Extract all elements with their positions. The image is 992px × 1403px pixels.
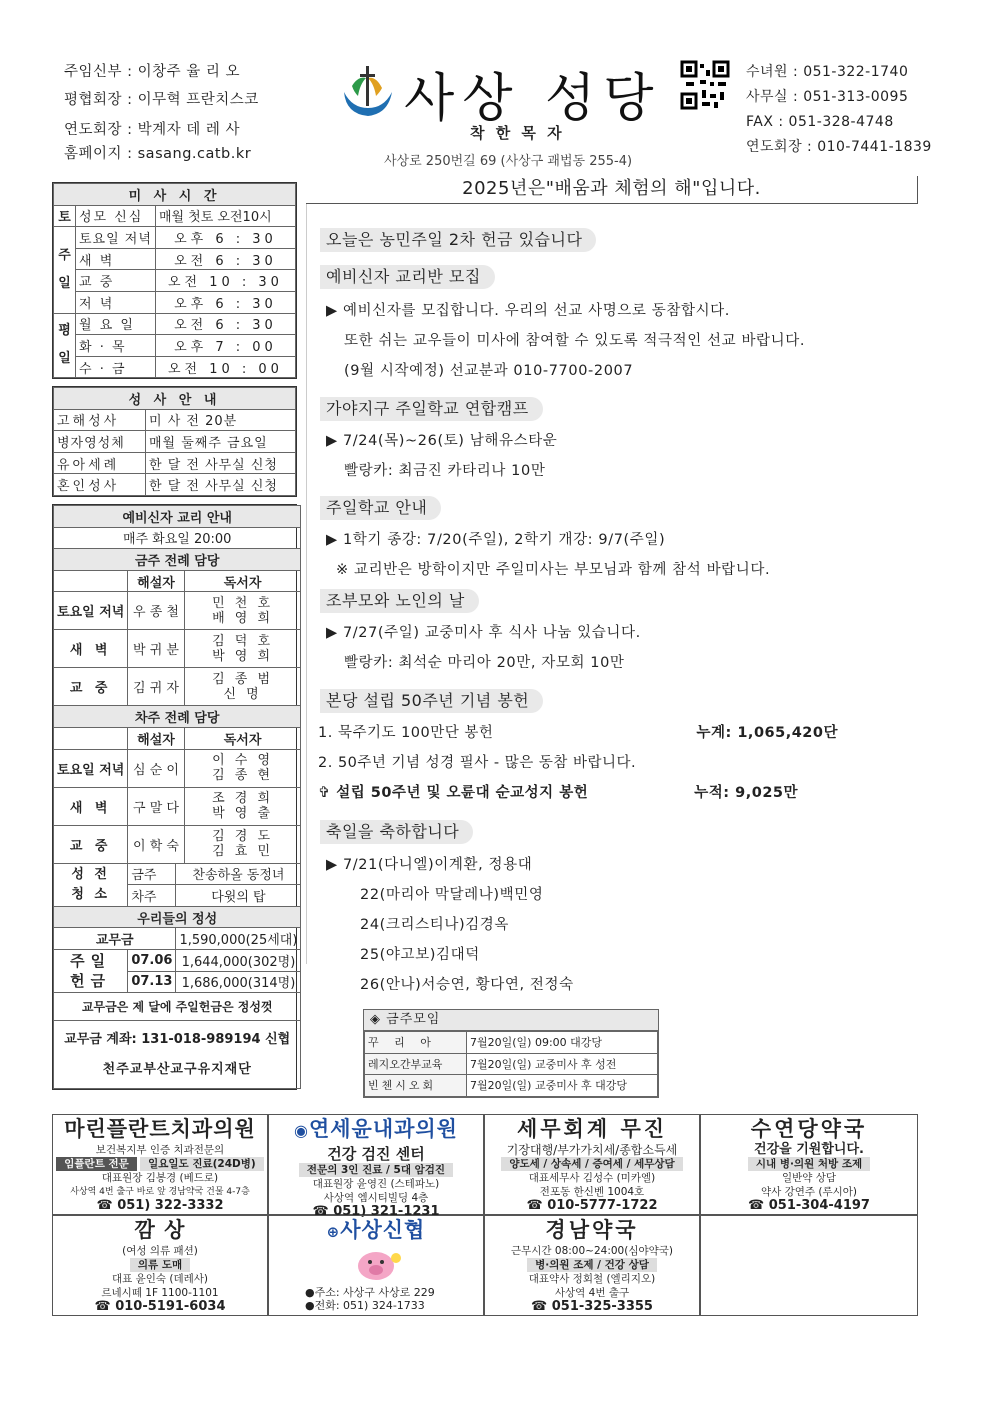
ad-pharmacy1 <box>700 1114 918 1215</box>
sunday-mass-time: 오후 6 : 30 <box>155 227 295 249</box>
offering-amount: 1,644,000(302명) <box>176 949 301 971</box>
service-name: 교 중 <box>54 668 128 706</box>
weekday-mass-name: 수 · 금 <box>76 356 156 378</box>
reader-header: 독서자 <box>184 570 301 592</box>
homepage-line[interactable]: 홈페이지 : sasang.catb.kr <box>64 146 252 162</box>
anniv-rosary-total: 누계: 1,065,420단 <box>696 725 838 741</box>
ad-phone: ☎ 051) 322-3332 <box>96 1198 224 1213</box>
sacrament-name: 혼인성사 <box>54 474 146 496</box>
anniv-rosary: 1. 묵주기도 100만단 봉헌 <box>318 725 494 741</box>
fax-number: FAX : 051-328-4748 <box>746 114 894 130</box>
parish-address: 사상로 250번길 69 (사상구 괘법동 255-4) <box>384 154 633 169</box>
ad-title: 수연당약국 <box>750 1117 868 1141</box>
feast-item: ▶ 7/21(다니엘)이계환, 정용대 <box>326 857 533 873</box>
ad-tag: 양도세 / 상속세 / 증여세 / 세무상담 <box>501 1157 682 1171</box>
notice-line: 또한 쉬는 교우들이 미사에 참여할 수 있도록 적극적인 선교 바랍니다. <box>344 333 806 349</box>
dues-amount: 1,590,000(25세대) <box>176 928 301 950</box>
sunday-mass-time: 오전 10 : 30 <box>155 270 295 292</box>
ad-line: 대표약사 정회철 (엘리지오) <box>528 1273 656 1285</box>
reader-name: 박 영 출 <box>212 806 274 822</box>
notice-line: (9월 시작예정) 선교분과 010-7700-2007 <box>344 363 634 379</box>
next-week-title: 차주 전례 담당 <box>54 706 301 728</box>
commentator-name: 이 학 숙 <box>128 825 184 863</box>
ad-line: 대표세무사 김성수 (미카엘) <box>528 1172 656 1184</box>
ad-line: 전포동 한신벤 1004호 <box>539 1186 645 1198</box>
ad-line: 기장대행/부가가치세/종합소득세 <box>506 1143 678 1157</box>
choir-group: 찬송하올 동정녀 <box>176 863 301 885</box>
commentator-name: 심 순 이 <box>128 749 184 787</box>
ad-phone: ☎ 010-5777-1722 <box>526 1198 658 1213</box>
service-name: 토요일 저녁 <box>54 749 128 787</box>
notice-line: ▶ 7/27(주일) 교중미사 후 식사 나눔 있습니다. <box>326 625 641 641</box>
ad-line: 사상역 4번 출구 바로 앞 경남약국 건물 4-7층 <box>70 1187 250 1197</box>
notice-body <box>326 618 641 678</box>
service-name: 새 벽 <box>54 630 128 668</box>
notice-title: 가야지구 주일학교 연합캠프 <box>320 397 543 421</box>
reader-name: 김 효 민 <box>212 844 274 860</box>
choir-week: 금주 <box>128 863 176 885</box>
qr-code-icon[interactable] <box>680 60 730 110</box>
feast-item: 24(크리스티나)김경옥 <box>360 917 510 933</box>
service-name: 새 벽 <box>54 787 128 825</box>
commentator-name: 박 귀 분 <box>128 630 184 668</box>
priest-line: 주임신부 : 이창주 율 리 오 <box>64 64 241 80</box>
meeting-name: 꾸 리 아 <box>365 1032 467 1054</box>
ad-phone: ☎ 051) 321-1231 <box>312 1204 440 1219</box>
year-theme: 2025년은"배움과 체험의 해"입니다. <box>306 176 918 204</box>
sacraments-title: 성 사 안 내 <box>54 388 296 410</box>
service-name: 토요일 저녁 <box>54 592 128 630</box>
ad-title: 사상신협 <box>340 1218 426 1242</box>
mascot-pig-icon <box>346 1246 406 1282</box>
reader-name: 조 경 희 <box>212 791 274 807</box>
ad-line: 일반약 상담 <box>781 1172 837 1184</box>
meetings-box <box>363 1009 659 1098</box>
sunday-offering-label: 주일 헌금 <box>54 949 128 992</box>
feast-item: 25(야고보)김대덕 <box>360 947 480 963</box>
sacraments-box <box>52 386 297 497</box>
feast-item: 26(안나)서승연, 황다연, 전정숙 <box>360 977 574 993</box>
weekday-mass-time: 오전 6 : 30 <box>155 313 295 335</box>
feast-item: 22(마리아 막달레나)백민영 <box>360 887 544 903</box>
anniversary-list <box>318 718 838 808</box>
reader-name: 이 수 영 <box>212 753 274 769</box>
anniv-donation-total: 누적: 9,025만 <box>694 785 798 801</box>
notice-line: ▶ 예비신자를 모집합니다. 우리의 선교 사명으로 동참합시다. <box>326 303 730 319</box>
notice-title: 본당 설립 50주년 기념 봉헌 <box>320 689 543 713</box>
ad-line: (여성 의류 패션) <box>122 1245 198 1257</box>
sunday-mass-time: 오후 6 : 30 <box>155 291 295 313</box>
ad-tag: 전문의 3인 진료 / 5대 암검진 <box>299 1163 453 1177</box>
notice-line: 빨랑카: 최석순 마리아 20만, 자모회 10만 <box>344 655 625 671</box>
commentator-name: 우 종 철 <box>128 592 184 630</box>
clinic-logo-icon: ◉ <box>294 1121 309 1140</box>
sunday-mass-name: 새 벽 <box>76 248 156 270</box>
weekday-mass-time: 오후 7 : 00 <box>155 335 295 357</box>
offering-note: 교무금은 제 달에 주일헌금은 정성껏 <box>54 993 301 1021</box>
notice-line: 빨랑카: 최금진 카타리나 10만 <box>344 463 546 479</box>
choir-week: 차주 <box>128 885 176 907</box>
ad-clothing <box>52 1215 268 1316</box>
ad-line: 대표원장 윤영진 (스테파노) <box>312 1178 440 1190</box>
parish-subtitle: 착 한 목 자 <box>470 124 565 142</box>
meeting-time: 7월20일(일) 교중미사 후 대강당 <box>467 1075 658 1097</box>
ad-line: 대표 윤인숙 (데레사) <box>111 1273 208 1285</box>
ad-line: 근무시간 08:00~24:00(심야약국) <box>511 1245 673 1257</box>
ad-tag: 병·의원 조제 / 건강 상담 <box>527 1258 657 1272</box>
ad-line: 르네시떼 1F 1100-1101 <box>101 1287 219 1299</box>
offering-date: 07.13 <box>128 971 176 993</box>
sacrament-info: 미 사 전 20분 <box>146 409 296 431</box>
notice-title: 조부모와 노인의 날 <box>320 589 479 613</box>
ad-subtitle: 건강을 기원합니다. <box>754 1142 864 1157</box>
sacrament-info: 매월 둘째주 금요일 <box>146 431 296 453</box>
ad-subtitle: 건강 검진 센터 <box>327 1145 425 1163</box>
reader-name: 신 명 <box>223 686 262 702</box>
weekday-mass-name: 화 · 목 <box>76 335 156 357</box>
ad-title: 세무회계 무진 <box>516 1117 668 1141</box>
parish-logo-icon <box>338 62 396 122</box>
catechumen-time: 매주 화요일 20:00 <box>54 527 301 549</box>
ad-line: 사상역 4번 출구 <box>554 1287 630 1299</box>
ad-dental <box>52 1114 268 1215</box>
sacrament-name: 유아세례 <box>54 452 146 474</box>
mass-times-box <box>52 182 297 379</box>
sat-mass-time: 매월 첫토 오전10시 <box>155 205 295 227</box>
ad-tag: 의류 도매 <box>130 1258 190 1272</box>
office-phone: 사무실 : 051-313-0095 <box>746 89 909 105</box>
notice-title: 오늘은 농민주일 2차 헌금 있습니다 <box>320 228 596 252</box>
anniv-donation: ✞ 설립 50주년 및 오륜대 순교성지 봉헌 <box>318 785 589 801</box>
ad-title: 마린플란트치과의원 <box>64 1117 256 1141</box>
reader-name: 민 천 호 <box>212 595 274 611</box>
dues-label: 교무금 <box>54 928 176 950</box>
this-week-title: 금주 전례 담당 <box>54 549 301 571</box>
sat-mass-name: 성모 신심 <box>76 205 156 227</box>
sunday-mass-name: 교 중 <box>76 270 156 292</box>
catechumen-title: 예비신자 교리 안내 <box>54 506 301 528</box>
offering-amount: 1,686,000(314명) <box>176 971 301 993</box>
prayer-line: 연도회장 : 박계자 데 레 사 <box>64 122 241 138</box>
mass-times-title: 미 사 시 간 <box>54 184 296 206</box>
choir-label: 성 전 <box>71 866 110 882</box>
reader-name: 김 경 도 <box>212 829 274 845</box>
credit-union-logo-icon: ⊕ <box>326 1223 341 1241</box>
sacrament-name: 고해성사 <box>54 409 146 431</box>
ad-phone: ●전화: 051) 324-1733 <box>305 1299 425 1312</box>
yeondo-phone: 연도회장 : 010-7441-1839 <box>746 139 932 155</box>
ad-line: ●주소: 사상구 사상로 229 <box>305 1286 435 1299</box>
notice-title: 예비신자 교리반 모집 <box>320 265 495 289</box>
convent-phone: 수녀원 : 051-322-1740 <box>746 64 909 80</box>
sacrament-info: 한 달 전 사무실 신청 <box>146 474 296 496</box>
notice-line: ▶ 1학기 종강: 7/20(주일), 2학기 개강: 9/7(주일) <box>326 532 666 548</box>
ad-tax <box>484 1114 700 1215</box>
ad-line: 대표원장 김봉경 (베드로) <box>101 1172 219 1184</box>
meeting-time: 7월20일(일) 교중미사 후 성전 <box>467 1053 658 1075</box>
ad-title: 깜 상 <box>134 1218 186 1242</box>
meetings-title: ◈ 금주모임 <box>364 1010 658 1031</box>
ad-tag: 시내 병·의원 처방 조제 <box>748 1157 870 1171</box>
weekday-mass-time: 오전 10 : 00 <box>155 356 295 378</box>
sunday-label: 주일 <box>54 227 76 313</box>
ad-phone: ☎ 051-325-3355 <box>531 1299 653 1314</box>
ad-line: 보건복지부 인증 치과전문의 <box>95 1144 225 1156</box>
weekday-mass-name: 월 요 일 <box>76 313 156 335</box>
ad-clinic <box>268 1114 484 1219</box>
notice-body <box>326 426 557 486</box>
commentator-name: 구 말 다 <box>128 787 184 825</box>
commentator-header: 해설자 <box>128 570 184 592</box>
ad-tag: 일요일도 진료(24D병) <box>140 1157 264 1171</box>
cleaning-label: 청 소 <box>71 886 110 902</box>
meeting-time: 7월20일(일) 09:00 대강당 <box>467 1032 658 1054</box>
sunday-mass-name: 토요일 저녁 <box>76 227 156 249</box>
parish-title: 사상 성당 <box>404 69 662 129</box>
ad-line: 사상역 엠시티빌딩 4층 <box>323 1192 429 1204</box>
feast-list <box>326 850 574 1000</box>
notice-title: 주일학교 안내 <box>320 496 441 520</box>
choir-group: 다윗의 탑 <box>176 885 301 907</box>
meeting-name: 빈첸시오회 <box>365 1075 467 1097</box>
reader-header: 독서자 <box>184 727 301 749</box>
sacrament-info: 한 달 전 사무실 신청 <box>146 452 296 474</box>
ad-tag: 임플란트 전문 <box>56 1157 137 1171</box>
service-name: 교 중 <box>54 825 128 863</box>
sunday-mass-name: 저 녁 <box>76 291 156 313</box>
commentator-name: 김 귀 자 <box>128 668 184 706</box>
offering-title: 우리들의 정성 <box>54 906 301 928</box>
ad-title: 연세윤내과의원 <box>308 1117 458 1141</box>
contact-info <box>746 60 932 160</box>
reader-name: 김 종 현 <box>212 768 274 784</box>
reader-name: 박 영 희 <box>212 648 274 664</box>
ad-phone: ☎ 010-5191-6034 <box>94 1299 226 1314</box>
ad-phone: ☎ 051-304-4197 <box>748 1198 870 1213</box>
liturgy-box <box>52 504 297 1090</box>
commentator-header: 해설자 <box>128 727 184 749</box>
council-line: 평협회장 : 이무혁 프란치스코 <box>64 92 259 108</box>
notice-title: 축일을 축하합니다 <box>320 820 473 844</box>
staff-info <box>64 58 259 164</box>
meeting-name: 레지오간부교육 <box>365 1053 467 1075</box>
reader-name: 김 덕 호 <box>212 633 274 649</box>
sacrament-name: 병자영성체 <box>54 431 146 453</box>
weekday-label: 평일 <box>54 313 76 378</box>
ad-empty <box>700 1215 918 1316</box>
bank-account: 교무금 계좌: 131-018-989194 신협 <box>64 1031 291 1047</box>
notice-line: ※ 교리반은 방학이지만 주일미사는 부모님과 함께 참석 바랍니다. <box>336 562 771 578</box>
sunday-mass-time: 오전 6 : 30 <box>155 248 295 270</box>
reader-name: 배 영 희 <box>212 610 274 626</box>
notice-body <box>326 296 805 386</box>
anniv-bible: 2. 50주년 기념 성경 필사 - 많은 동참 바랍니다. <box>318 755 637 771</box>
sat-label: 토 <box>54 205 76 227</box>
notice-line: ▶ 7/24(목)~26(토) 남해유스타운 <box>326 433 558 449</box>
ad-credit-union <box>268 1215 484 1316</box>
ad-line: 약사 강연주 (루시아) <box>760 1186 857 1198</box>
reader-name: 김 종 범 <box>212 671 274 687</box>
foundation-name: 천주교부산교구유지재단 <box>102 1061 252 1077</box>
ad-title: 경남약국 <box>545 1218 639 1242</box>
ad-pharmacy2 <box>484 1215 700 1316</box>
offering-date: 07.06 <box>128 949 176 971</box>
notice-body <box>326 525 770 585</box>
